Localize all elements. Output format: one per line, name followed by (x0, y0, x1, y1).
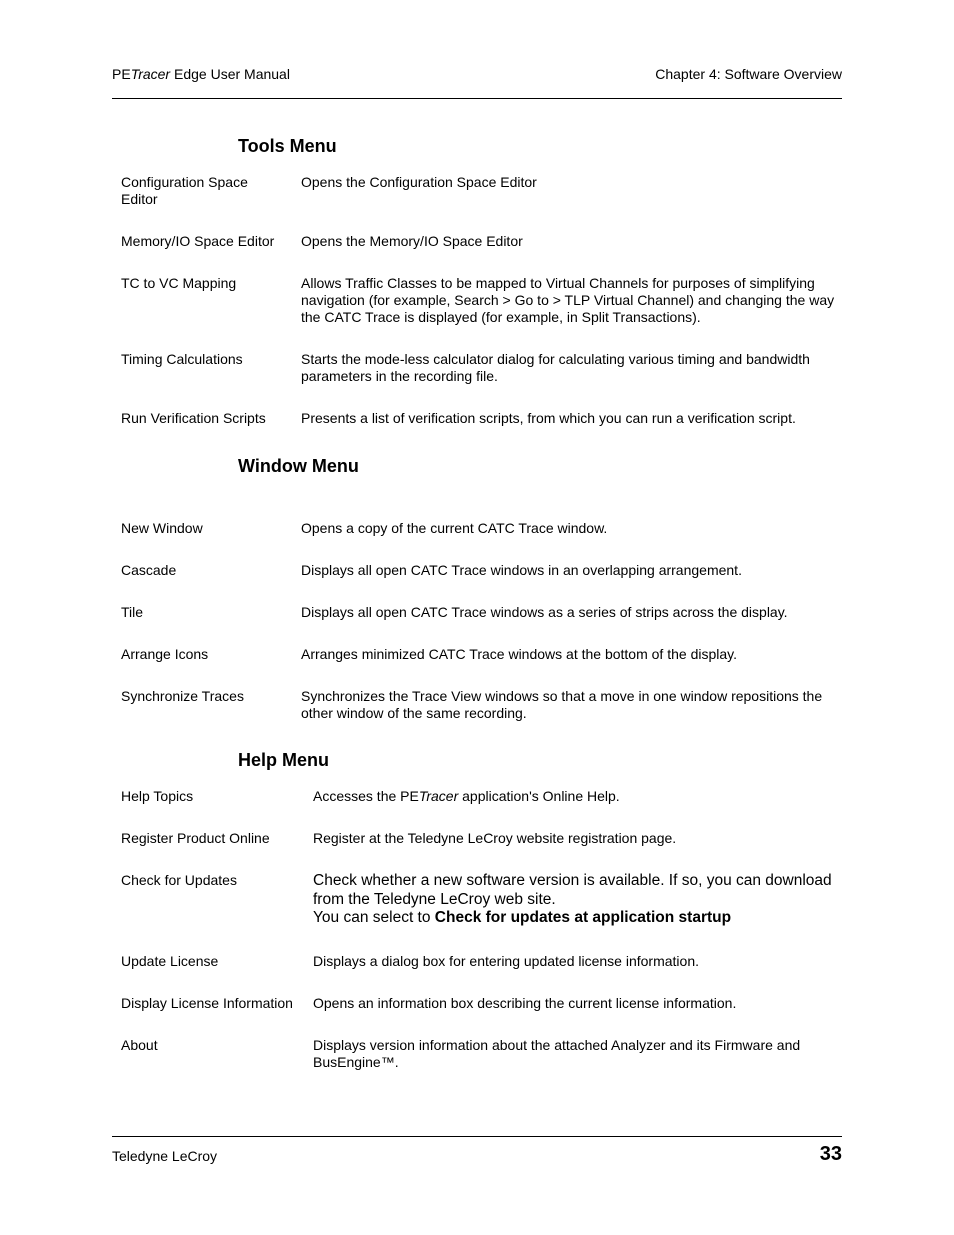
term: Help Topics (121, 788, 194, 804)
desc-line1: Check whether a new software version is available. If so, you can download from the Teledyne LeCroy web site. (313, 872, 832, 908)
term: About (121, 1037, 158, 1053)
window-menu-heading: Window Menu (238, 456, 359, 476)
desc-suffix: application's Online Help. (458, 788, 620, 804)
term: Cascade (121, 562, 177, 578)
product-suffix: Edge User Manual (170, 66, 290, 82)
description: Register at the Teledyne LeCroy website registration page. (313, 830, 677, 846)
description: Presents a list of verification scripts, from which you can run a verification script. (301, 410, 796, 426)
header-rule (112, 98, 842, 99)
term: Check for Updates (121, 872, 237, 888)
description: Opens the Configuration Space Editor (301, 174, 537, 190)
product-prefix: PE (112, 66, 131, 82)
desc-line2-bold: Check for updates at application startup (434, 909, 732, 926)
description: Starts the mode-less calculator dialog for calculating various timing and bandwidth parameters in the recording file. (301, 351, 810, 384)
term: Synchronize Traces (121, 688, 244, 704)
description: Synchronizes the Trace View windows so that a move in one window repositions the other window of the same recording. (301, 688, 823, 721)
description: Opens the Memory/IO Space Editor (301, 233, 523, 249)
desc-prefix: Accesses the PE (313, 788, 419, 804)
description: Displays all open CATC Trace windows in an overlapping arrangement. (301, 562, 742, 578)
description: Opens an information box describing the current license information. (313, 995, 737, 1011)
description: Displays version information about the attached Analyzer and its Firmware and BusEngine™. (313, 1037, 801, 1070)
term: Display License Information (121, 995, 293, 1011)
description: Allows Traffic Classes to be mapped to Virtual Channels for purposes of simplifying navigation (for example, Search > Go to > TLP Virtual Channel) and changing the way the CATC Trace is displayed (for example, in Split Transactions). (301, 275, 835, 325)
page-number: 33 (819, 1143, 842, 1165)
product-italic: Tracer (130, 66, 171, 82)
term: Run Verification Scripts (121, 410, 266, 426)
term: Tile (121, 604, 144, 620)
desc-italic: Tracer (418, 788, 459, 804)
term: Timing Calculations (121, 351, 243, 367)
description: Arranges minimized CATC Trace windows at the bottom of the display. (301, 646, 737, 662)
manual-title (112, 66, 290, 82)
term: Update License (121, 953, 219, 969)
description: Opens a copy of the current CATC Trace window. (301, 520, 608, 536)
desc-line2-prefix: You can select to (313, 909, 435, 926)
chapter-title: Chapter 4: Software Overview (655, 66, 842, 82)
term: Configuration Space Editor (121, 174, 248, 207)
description (313, 788, 838, 805)
tools-menu-heading: Tools Menu (238, 136, 337, 156)
desc-line2 (313, 909, 838, 928)
help-menu-heading: Help Menu (238, 750, 330, 770)
term: Register Product Online (121, 830, 270, 846)
footer-rule (112, 1136, 842, 1137)
description: Displays all open CATC Trace windows as a series of strips across the display. (301, 604, 788, 620)
description: Displays a dialog box for entering updated license information. (313, 953, 700, 969)
term: New Window (121, 520, 203, 536)
term: TC to VC Mapping (121, 275, 237, 291)
description (313, 872, 838, 928)
footer-company: Teledyne LeCroy (112, 1148, 218, 1164)
term: Memory/IO Space Editor (121, 233, 275, 249)
term: Arrange Icons (121, 646, 209, 662)
